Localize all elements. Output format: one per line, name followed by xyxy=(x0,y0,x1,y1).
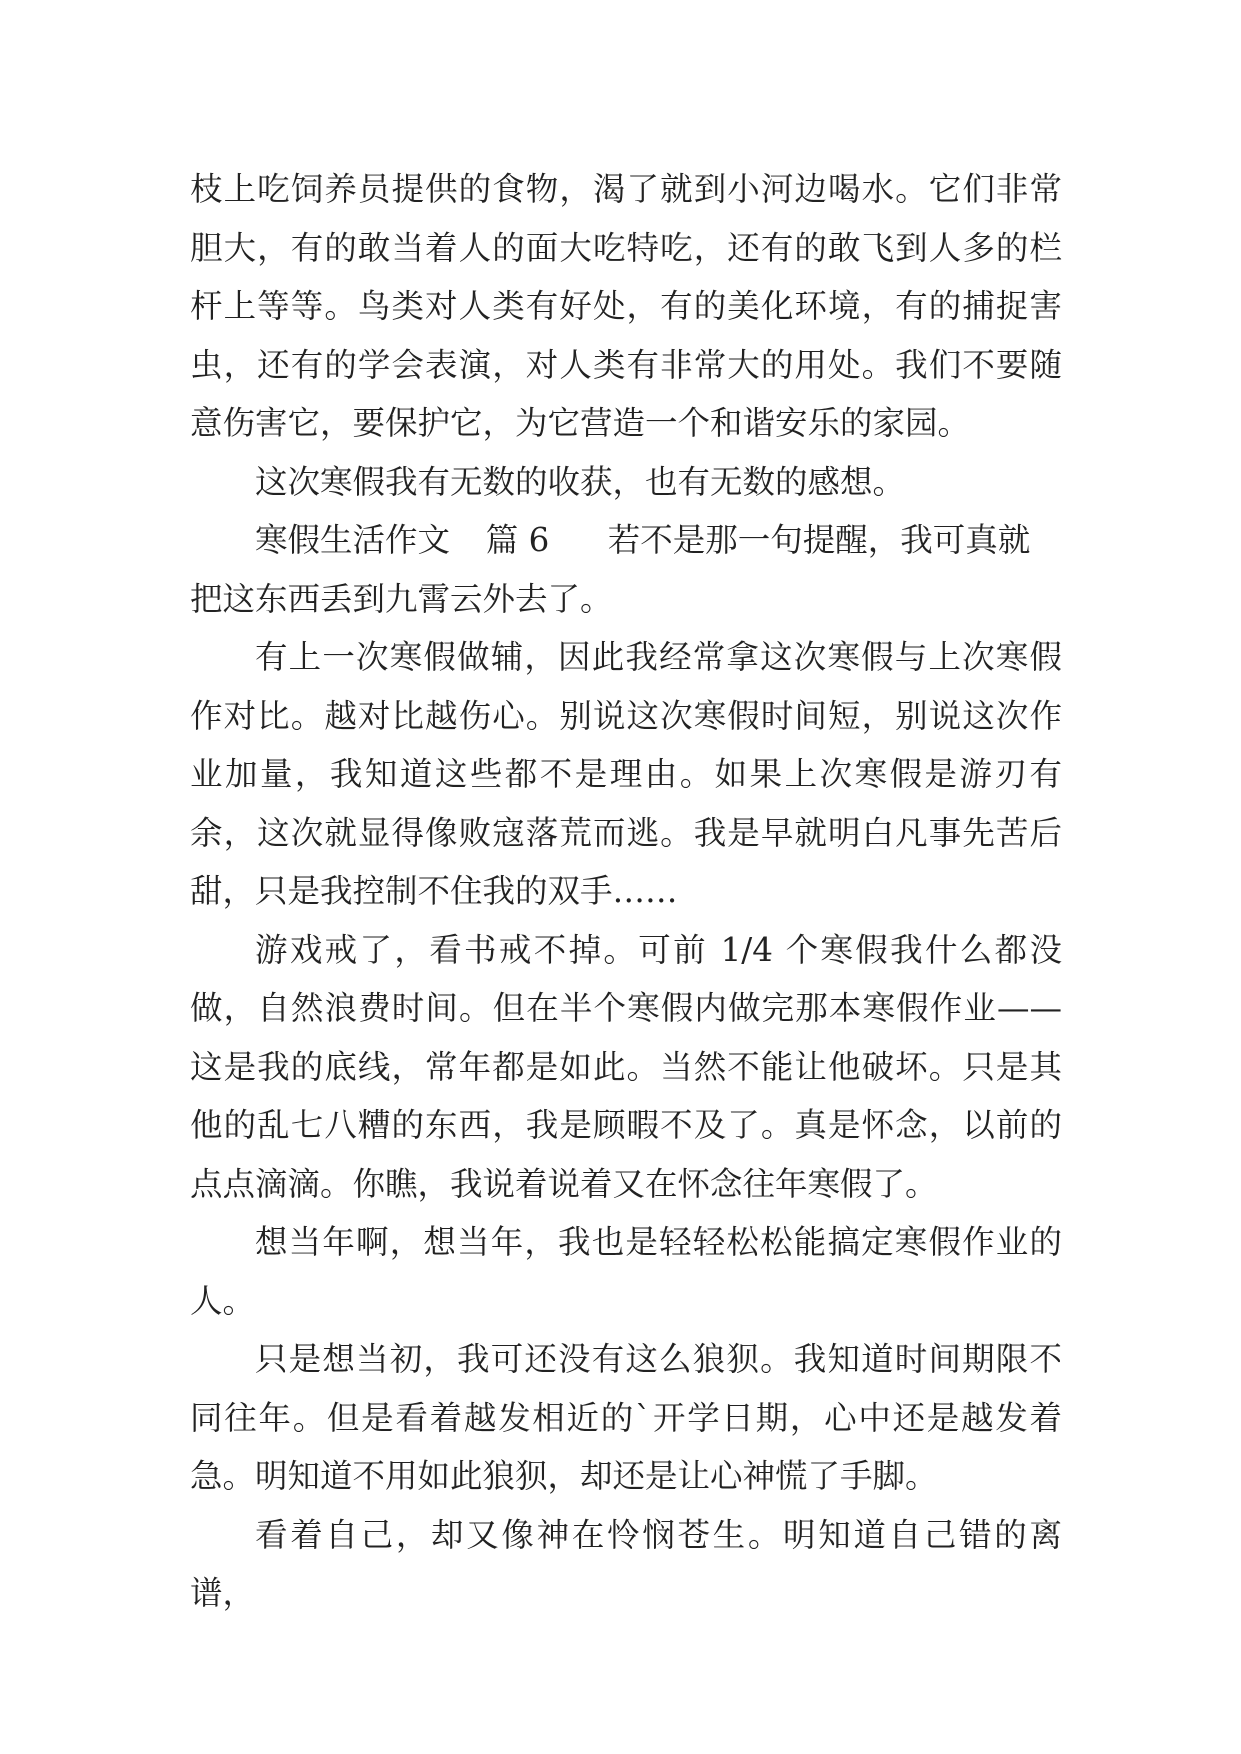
section-first-sentence: 若不是那一句提醒，我可真就把这东西丢到九霄云外去了。 xyxy=(190,521,1031,618)
paragraph-comparison: 有上一次寒假做辅，因此我经常拿这次寒假与上次寒假作对比。越对比越伤心。别说这次寒假时间短，别说这次作业加量，我知道这些都不是理由。如果上次寒假是游刃有余，这次就显得像败寇落荒而逃。我是早就明白凡事先苦后甜，只是我控制不住我的双手…… xyxy=(190,638,1062,910)
paragraph-panic: 只是想当初，我可还没有这么狼狈。我知道时间期限不同往年。但是看着越发相近的`开学日期，心中还是越发着急。明知道不用如此狼狈，却还是让心神慌了手脚。 xyxy=(190,1340,1062,1495)
paragraph-birds: 枝上吃饲养员提供的食物，渴了就到小河边喝水。它们非常胆大，有的敢当着人的面大吃特吃，还有的敢飞到人多的栏杆上等等。鸟类对人类有好处，有的美化环境，有的捕捉害虫，还有的学会表演，对人类有非常大的用处。我们不要随意伤害它，要保护它，为它营造一个和谐安乐的家园。 xyxy=(190,170,1062,442)
paragraph-pity: 看着自己，却又像神在怜悯苍生。明知道自己错的离谱， xyxy=(190,1515,1062,1612)
section-number: 篇 6 xyxy=(485,521,550,559)
section-heading xyxy=(190,511,1062,628)
document-body xyxy=(190,160,1062,1623)
section-title: 寒假生活作文 xyxy=(255,521,451,559)
paragraph-harvest: 这次寒假我有无数的收获，也有无数的感想。 xyxy=(255,462,906,501)
paragraph-games: 游戏戒了，看书戒不掉。可前 1/4 个寒假我什么都没做，自然浪费时间。但在半个寒假内做完那本寒假作业——这是我的底线，常年都是如此。当然不能让他破坏。只是其他的乱七八糟的东西，我是顾暇不及了。真是怀念，以前的点点滴滴。你瞧，我说着说着又在怀念往年寒假了。 xyxy=(190,930,1062,1203)
paragraph-memory: 想当年啊，想当年，我也是轻轻松松能搞定寒假作业的人。 xyxy=(190,1223,1062,1320)
